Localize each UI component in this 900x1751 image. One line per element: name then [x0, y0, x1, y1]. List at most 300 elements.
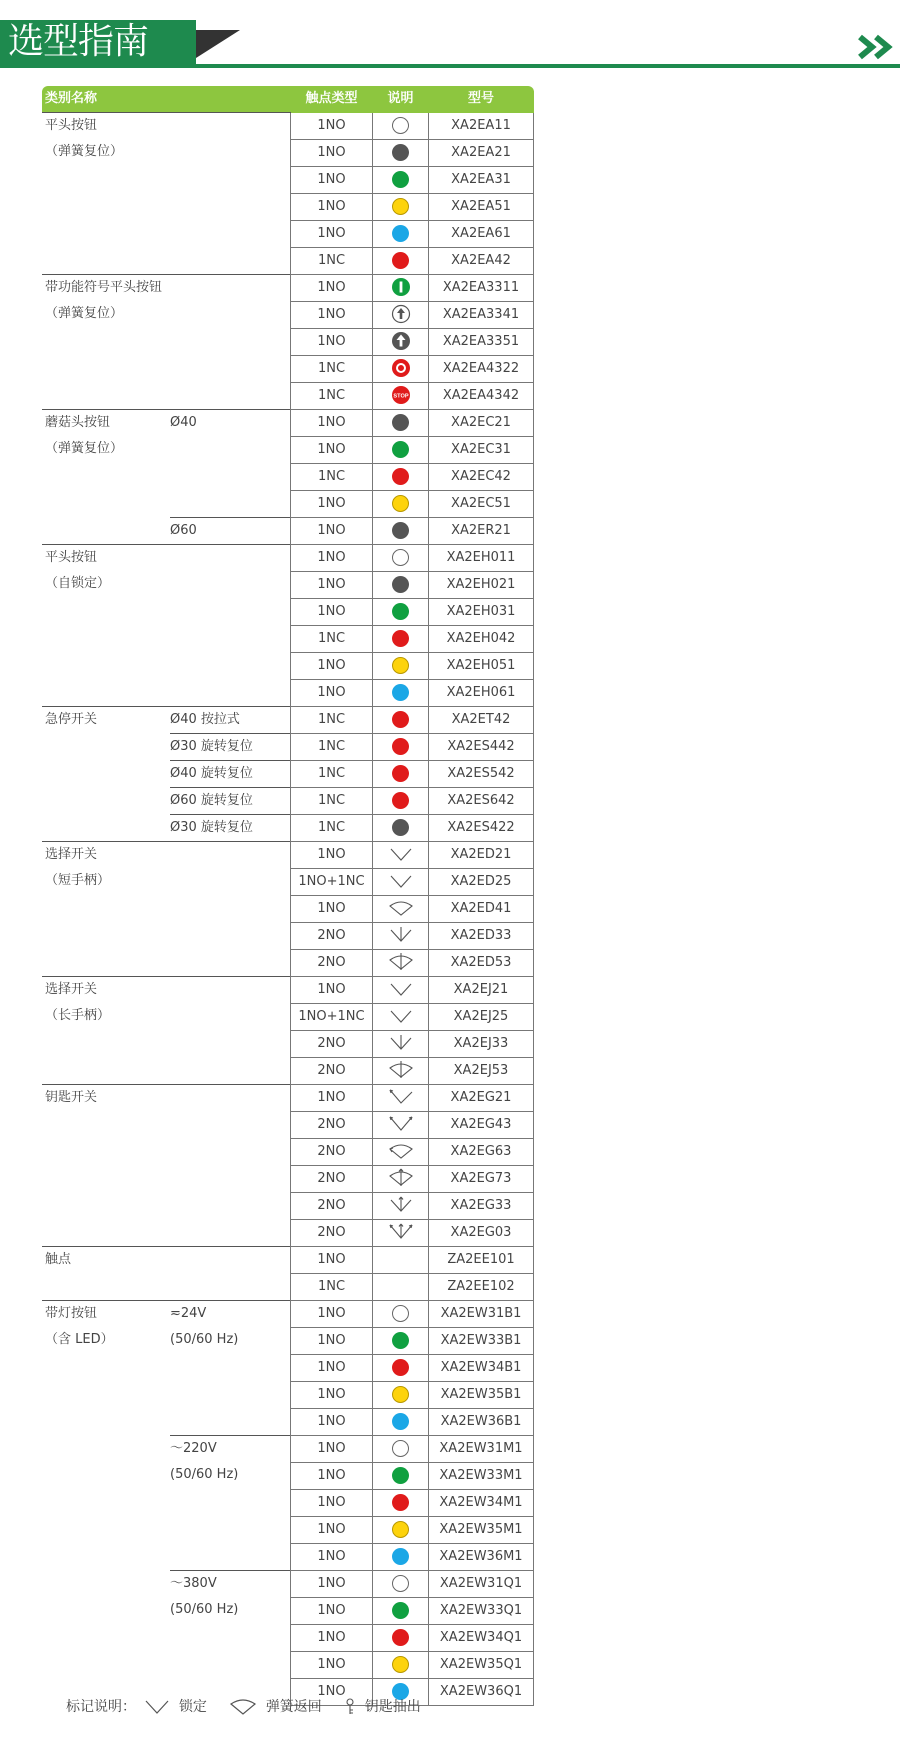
- yellow-indicator-icon: [392, 657, 409, 674]
- symbol-cell: [373, 517, 429, 544]
- subcategory-cell: [170, 1084, 291, 1246]
- model-cell: XA2ES422: [429, 814, 534, 841]
- subcategory-label: Ø60: [170, 522, 197, 538]
- model-cell: XA2EC21: [429, 409, 534, 436]
- legend: [66, 1695, 439, 1719]
- model-cell: XA2EW34M1: [429, 1489, 534, 1516]
- symbol-cell: [373, 1111, 429, 1138]
- symbol-cell: [373, 1651, 429, 1678]
- model-cell: XA2EG63: [429, 1138, 534, 1165]
- red-indicator-icon: [392, 738, 409, 755]
- contact-type-cell: 2NO: [291, 949, 373, 976]
- blue-indicator-icon: [392, 1548, 409, 1565]
- green-indicator-icon: [392, 441, 409, 458]
- symbol-cell: [373, 436, 429, 463]
- yellow-indicator-icon: [392, 1521, 409, 1538]
- contact-type-cell: 1NO: [291, 1543, 373, 1570]
- category-cell: [42, 1084, 170, 1246]
- symbol-cell: [373, 895, 429, 922]
- symbol-cell: [373, 652, 429, 679]
- model-cell: XA2EG43: [429, 1111, 534, 1138]
- selector-three-position-icon: [386, 1033, 416, 1053]
- model-cell: XA2EW36Q1: [429, 1678, 534, 1705]
- green-indicator-icon: [392, 1467, 409, 1484]
- selector-three-position-spring-icon: [386, 952, 416, 972]
- contact-type-cell: 1NO: [291, 436, 373, 463]
- selector-three-position-spring-icon: [386, 1060, 416, 1080]
- category-name: （长手柄）: [45, 1007, 111, 1023]
- symbol-cell: [373, 409, 429, 436]
- white-indicator-icon: [392, 1440, 409, 1457]
- category-cell: [42, 409, 170, 544]
- contact-type-cell: 1NO: [291, 1354, 373, 1381]
- green-indicator-icon: [392, 1602, 409, 1619]
- contact-type-cell: 1NO: [291, 490, 373, 517]
- model-cell: XA2EH011: [429, 544, 534, 571]
- model-cell: XA2EA42: [429, 247, 534, 274]
- red-indicator-icon: [392, 630, 409, 647]
- subcategory-cell: [170, 1246, 291, 1300]
- model-cell: XA2EJ25: [429, 1003, 534, 1030]
- symbol-cell: [373, 355, 429, 382]
- subcategory-cell: [170, 1300, 291, 1435]
- key-icon: [344, 1698, 356, 1716]
- green-indicator-icon: [392, 603, 409, 620]
- subcategory-label: (50/60 Hz): [170, 1331, 239, 1347]
- white-indicator-icon: [392, 549, 409, 566]
- symbol-cell: [373, 193, 429, 220]
- contact-type-cell: 2NO: [291, 1057, 373, 1084]
- model-cell: XA2EA3311: [429, 274, 534, 301]
- key-selector-two-way-icon: [386, 1114, 416, 1134]
- model-cell: XA2EW31B1: [429, 1300, 534, 1327]
- model-cell: XA2EJ33: [429, 1030, 534, 1057]
- category-name: 钥匙开关: [45, 1089, 98, 1105]
- symbol-cell: [373, 113, 429, 140]
- model-cell: XA2EW31M1: [429, 1435, 534, 1462]
- category-name: （自锁定）: [45, 575, 111, 591]
- contact-type-cell: 1NO: [291, 1300, 373, 1327]
- contact-type-cell: 1NC: [291, 1273, 373, 1300]
- subcategory-label: Ø40 旋转复位: [170, 765, 253, 781]
- red-indicator-icon: [392, 252, 409, 269]
- table-row: [42, 1246, 534, 1273]
- category-name: 选择开关: [45, 846, 98, 862]
- subcategory-cell: [170, 544, 291, 706]
- symbol-cell: [373, 706, 429, 733]
- model-cell: XA2EA51: [429, 193, 534, 220]
- symbol-cell: [373, 382, 429, 409]
- model-cell: XA2EA4342: [429, 382, 534, 409]
- category-name: 平头按钮: [45, 118, 98, 133]
- yellow-indicator-icon: [392, 1386, 409, 1403]
- up-arrow-dark-icon: [391, 331, 411, 351]
- symbol-cell: [373, 1084, 429, 1111]
- symbol-cell: [373, 1489, 429, 1516]
- symbol-cell: [373, 139, 429, 166]
- model-cell: XA2EH031: [429, 598, 534, 625]
- symbol-cell: [373, 571, 429, 598]
- contact-type-cell: 2NO: [291, 1219, 373, 1246]
- category-name: 触点: [45, 1251, 72, 1267]
- contact-type-cell: 1NO: [291, 1408, 373, 1435]
- svg-text:STOP: STOP: [392, 393, 409, 400]
- stop-icon: [391, 385, 411, 405]
- symbol-cell: [373, 733, 429, 760]
- subcategory-cell: [170, 517, 291, 544]
- green-indicator-icon: [392, 171, 409, 188]
- selection-table: [42, 86, 534, 1706]
- model-cell: XA2EC31: [429, 436, 534, 463]
- category-name: 蘑菇头按钮: [45, 414, 111, 430]
- symbol-cell: [373, 1435, 429, 1462]
- subcategory-cell: [170, 841, 291, 976]
- symbol-cell: [373, 841, 429, 868]
- model-cell: XA2ED33: [429, 922, 534, 949]
- category-cell: [42, 706, 170, 841]
- page-title: 选型指南: [8, 21, 149, 62]
- model-cell: XA2EW33Q1: [429, 1597, 534, 1624]
- category-name: 选择开关: [45, 981, 98, 997]
- contact-type-cell: 1NO: [291, 976, 373, 1003]
- model-cell: XA2EA4322: [429, 355, 534, 382]
- contact-type-cell: 1NO: [291, 841, 373, 868]
- contact-type-cell: 1NO: [291, 571, 373, 598]
- contact-type-cell: 1NO: [291, 166, 373, 193]
- contact-type-cell: 1NO: [291, 1381, 373, 1408]
- symbol-cell: [373, 1354, 429, 1381]
- key-selector-icon: [386, 1087, 416, 1107]
- contact-type-cell: 1NO: [291, 220, 373, 247]
- model-cell: XA2EH051: [429, 652, 534, 679]
- symbol-cell: [373, 949, 429, 976]
- table-row: [42, 409, 534, 436]
- model-cell: XA2EH021: [429, 571, 534, 598]
- key-selector-three-position-spring-icon: [386, 1168, 416, 1188]
- symbol-cell: [373, 490, 429, 517]
- page-header: [0, 0, 900, 72]
- category-name: （含 LED）: [45, 1331, 114, 1347]
- legend-locked: 锁定: [178, 1699, 207, 1715]
- symbol-cell: [373, 220, 429, 247]
- model-cell: XA2EC42: [429, 463, 534, 490]
- selector-locked-icon: [386, 979, 416, 999]
- category-name: （弹簧复位）: [45, 440, 124, 456]
- model-cell: XA2EW33M1: [429, 1462, 534, 1489]
- model-cell: XA2EG03: [429, 1219, 534, 1246]
- key-selector-three-position-all-icon: [386, 1222, 416, 1242]
- symbol-cell: [373, 1030, 429, 1057]
- symbol-cell: [373, 1003, 429, 1030]
- category-cell: [42, 1300, 170, 1705]
- subcategory-cell: [170, 787, 291, 814]
- table-row: [42, 274, 534, 301]
- blue-indicator-icon: [392, 225, 409, 242]
- black-indicator-icon: [392, 576, 409, 593]
- symbol-cell: [373, 166, 429, 193]
- black-indicator-icon: [392, 522, 409, 539]
- model-cell: XA2ES442: [429, 733, 534, 760]
- symbol-cell: [373, 1624, 429, 1651]
- symbol-cell: [373, 814, 429, 841]
- symbol-cell: [373, 787, 429, 814]
- symbol-cell: [373, 1219, 429, 1246]
- symbol-cell: [373, 1381, 429, 1408]
- yellow-indicator-icon: [392, 198, 409, 215]
- selector-locked-icon: [386, 871, 416, 891]
- key-selector-spring-icon: [386, 1141, 416, 1161]
- contact-type-cell: 1NO: [291, 1651, 373, 1678]
- contact-type-cell: 1NO: [291, 1678, 373, 1705]
- subcategory-label: Ø30 旋转复位: [170, 738, 253, 754]
- black-indicator-icon: [392, 819, 409, 836]
- symbol-cell: [373, 976, 429, 1003]
- symbol-cell: [373, 1138, 429, 1165]
- yellow-indicator-icon: [392, 495, 409, 512]
- category-name: 急停开关: [45, 711, 98, 727]
- spring-return-icon: [229, 1698, 257, 1716]
- model-cell: XA2EA61: [429, 220, 534, 247]
- contact-type-cell: 1NO: [291, 274, 373, 301]
- model-cell: XA2EH061: [429, 679, 534, 706]
- contact-type-cell: 1NC: [291, 760, 373, 787]
- key-selector-three-position-icon: [386, 1195, 416, 1215]
- table-row: [42, 841, 534, 868]
- contact-type-cell: 1NO: [291, 139, 373, 166]
- contact-type-cell: 1NO: [291, 1327, 373, 1354]
- symbol-cell: [373, 1165, 429, 1192]
- up-arrow-outline-icon: [391, 304, 411, 324]
- model-cell: XA2ET42: [429, 706, 534, 733]
- white-indicator-icon: [392, 1305, 409, 1322]
- locked-v-icon: [144, 1699, 170, 1715]
- yellow-indicator-icon: [392, 1656, 409, 1673]
- category-cell: [42, 1246, 170, 1300]
- header-rule: [0, 64, 900, 68]
- contact-type-cell: 1NO: [291, 1084, 373, 1111]
- subcategory-cell: [170, 733, 291, 760]
- model-cell: XA2EC51: [429, 490, 534, 517]
- subcategory-label: Ø40: [170, 414, 197, 430]
- model-cell: XA2EW35B1: [429, 1381, 534, 1408]
- subcategory-cell: [170, 814, 291, 841]
- symbol-cell: [373, 1597, 429, 1624]
- contact-type-cell: 1NC: [291, 625, 373, 652]
- model-cell: XA2EJ21: [429, 976, 534, 1003]
- symbol-cell: [373, 1246, 429, 1273]
- model-cell: XA2EA3341: [429, 301, 534, 328]
- category-cell: [42, 113, 170, 275]
- subcategory-label: ～380V: [170, 1575, 217, 1591]
- red-stop-o-icon: [391, 358, 411, 378]
- symbol-cell: [373, 1327, 429, 1354]
- model-cell: ZA2EE102: [429, 1273, 534, 1300]
- category-name: 带功能符号平头按钮: [45, 279, 163, 295]
- model-cell: XA2ED41: [429, 895, 534, 922]
- contact-type-cell: 1NO: [291, 598, 373, 625]
- contact-type-cell: 2NO: [291, 1138, 373, 1165]
- green-start-icon: [391, 277, 411, 297]
- symbol-cell: [373, 301, 429, 328]
- subcategory-cell: [170, 409, 291, 517]
- symbol-cell: [373, 625, 429, 652]
- model-cell: ZA2EE101: [429, 1246, 534, 1273]
- table-header-row: [42, 86, 534, 113]
- contact-type-cell: 1NO+1NC: [291, 1003, 373, 1030]
- contact-type-cell: 1NO: [291, 1597, 373, 1624]
- header-corner-triangle: [196, 30, 240, 58]
- model-cell: XA2ED25: [429, 868, 534, 895]
- contact-type-cell: 1NO: [291, 1435, 373, 1462]
- model-cell: XA2EW36M1: [429, 1543, 534, 1570]
- category-name: （弹簧复位）: [45, 144, 124, 159]
- category-cell: [42, 841, 170, 976]
- header-contact-type: 触点类型: [291, 86, 373, 113]
- subcategory-label: ≂24V: [170, 1305, 207, 1321]
- contact-type-cell: 2NO: [291, 1192, 373, 1219]
- symbol-cell: [373, 868, 429, 895]
- contact-type-cell: 1NC: [291, 463, 373, 490]
- subcategory-cell: [170, 1435, 291, 1570]
- model-cell: XA2ER21: [429, 517, 534, 544]
- symbol-cell: [373, 1273, 429, 1300]
- subcategory-cell: [170, 760, 291, 787]
- subcategory-label: Ø60 旋转复位: [170, 792, 253, 808]
- symbol-cell: [373, 463, 429, 490]
- subcategory-cell: [170, 274, 291, 409]
- model-cell: XA2EJ53: [429, 1057, 534, 1084]
- header-symbol: 说明: [373, 86, 429, 113]
- symbol-cell: [373, 1408, 429, 1435]
- category-cell: [42, 544, 170, 706]
- table-body: [42, 113, 534, 1706]
- legend-spring-return: 弹簧返回: [265, 1699, 322, 1715]
- contact-type-cell: 1NO: [291, 1570, 373, 1597]
- blue-indicator-icon: [392, 1413, 409, 1430]
- contact-type-cell: 1NO: [291, 193, 373, 220]
- category-name: （短手柄）: [45, 872, 111, 888]
- selector-locked-icon: [386, 1006, 416, 1026]
- contact-type-cell: 2NO: [291, 1165, 373, 1192]
- red-indicator-icon: [392, 1359, 409, 1376]
- model-cell: XA2ES642: [429, 787, 534, 814]
- symbol-cell: [373, 760, 429, 787]
- contact-type-cell: 1NO: [291, 113, 373, 140]
- contact-type-cell: 1NC: [291, 733, 373, 760]
- model-cell: XA2ES542: [429, 760, 534, 787]
- legend-key-removal: 钥匙抽出: [364, 1699, 421, 1715]
- contact-type-cell: 1NO: [291, 1246, 373, 1273]
- table-row: [42, 976, 534, 1003]
- symbol-cell: [373, 1543, 429, 1570]
- contact-type-cell: 1NC: [291, 706, 373, 733]
- contact-type-cell: 1NO: [291, 1516, 373, 1543]
- green-indicator-icon: [392, 1332, 409, 1349]
- model-cell: XA2EG33: [429, 1192, 534, 1219]
- contact-type-cell: 2NO: [291, 1030, 373, 1057]
- symbol-cell: [373, 274, 429, 301]
- contact-type-cell: 1NO: [291, 328, 373, 355]
- black-indicator-icon: [392, 144, 409, 161]
- symbol-cell: [373, 598, 429, 625]
- model-cell: XA2EA11: [429, 113, 534, 140]
- subcategory-label: (50/60 Hz): [170, 1466, 239, 1482]
- symbol-cell: [373, 1300, 429, 1327]
- symbol-cell: [373, 1192, 429, 1219]
- contact-type-cell: 1NO: [291, 544, 373, 571]
- legend-label: 标记说明：: [66, 1699, 136, 1715]
- contact-type-cell: 1NO: [291, 1462, 373, 1489]
- white-indicator-icon: [392, 117, 409, 134]
- subcategory-label: Ø30 旋转复位: [170, 819, 253, 835]
- model-cell: XA2EW35M1: [429, 1516, 534, 1543]
- subcategory-cell: [170, 706, 291, 733]
- table-row: [42, 1300, 534, 1327]
- table-row: [42, 113, 534, 140]
- model-cell: XA2ED53: [429, 949, 534, 976]
- blue-indicator-icon: [392, 684, 409, 701]
- red-indicator-icon: [392, 765, 409, 782]
- red-indicator-icon: [392, 792, 409, 809]
- table-row: [42, 706, 534, 733]
- contact-type-cell: 1NC: [291, 787, 373, 814]
- model-cell: XA2EA3351: [429, 328, 534, 355]
- category-cell: [42, 274, 170, 409]
- red-indicator-icon: [392, 468, 409, 485]
- header-model: 型号: [429, 86, 534, 113]
- contact-type-cell: 1NC: [291, 247, 373, 274]
- red-indicator-icon: [392, 711, 409, 728]
- contact-type-cell: 1NO: [291, 895, 373, 922]
- table-row: [42, 544, 534, 571]
- model-cell: XA2EA21: [429, 139, 534, 166]
- contact-type-cell: 2NO: [291, 922, 373, 949]
- model-cell: XA2EW35Q1: [429, 1651, 534, 1678]
- contact-type-cell: 1NO: [291, 301, 373, 328]
- subcategory-cell: [170, 976, 291, 1084]
- category-name: 平头按钮: [45, 549, 98, 565]
- white-indicator-icon: [392, 1575, 409, 1592]
- selector-spring-return-icon: [386, 898, 416, 918]
- symbol-cell: [373, 679, 429, 706]
- selector-three-position-icon: [386, 925, 416, 945]
- model-cell: XA2EW36B1: [429, 1408, 534, 1435]
- contact-type-cell: 1NO: [291, 517, 373, 544]
- model-cell: XA2EG73: [429, 1165, 534, 1192]
- contact-type-cell: 1NO: [291, 1489, 373, 1516]
- table-row: [42, 1084, 534, 1111]
- model-cell: XA2EW31Q1: [429, 1570, 534, 1597]
- symbol-cell: [373, 1057, 429, 1084]
- symbol-cell: [373, 328, 429, 355]
- model-cell: XA2EH042: [429, 625, 534, 652]
- category-name: （弹簧复位）: [45, 305, 124, 321]
- header-category: 类别名称: [42, 86, 291, 113]
- double-chevron-right-icon[interactable]: [856, 32, 896, 62]
- contact-type-cell: 1NO: [291, 652, 373, 679]
- symbol-cell: [373, 922, 429, 949]
- symbol-cell: [373, 247, 429, 274]
- category-name: 带灯按钮: [45, 1305, 98, 1321]
- model-cell: XA2EW34Q1: [429, 1624, 534, 1651]
- symbol-cell: [373, 1570, 429, 1597]
- contact-type-cell: 1NO: [291, 679, 373, 706]
- symbol-cell: [373, 1462, 429, 1489]
- symbol-cell: [373, 544, 429, 571]
- model-cell: XA2EW33B1: [429, 1327, 534, 1354]
- contact-type-cell: 2NO: [291, 1111, 373, 1138]
- subcategory-label: ～220V: [170, 1440, 217, 1456]
